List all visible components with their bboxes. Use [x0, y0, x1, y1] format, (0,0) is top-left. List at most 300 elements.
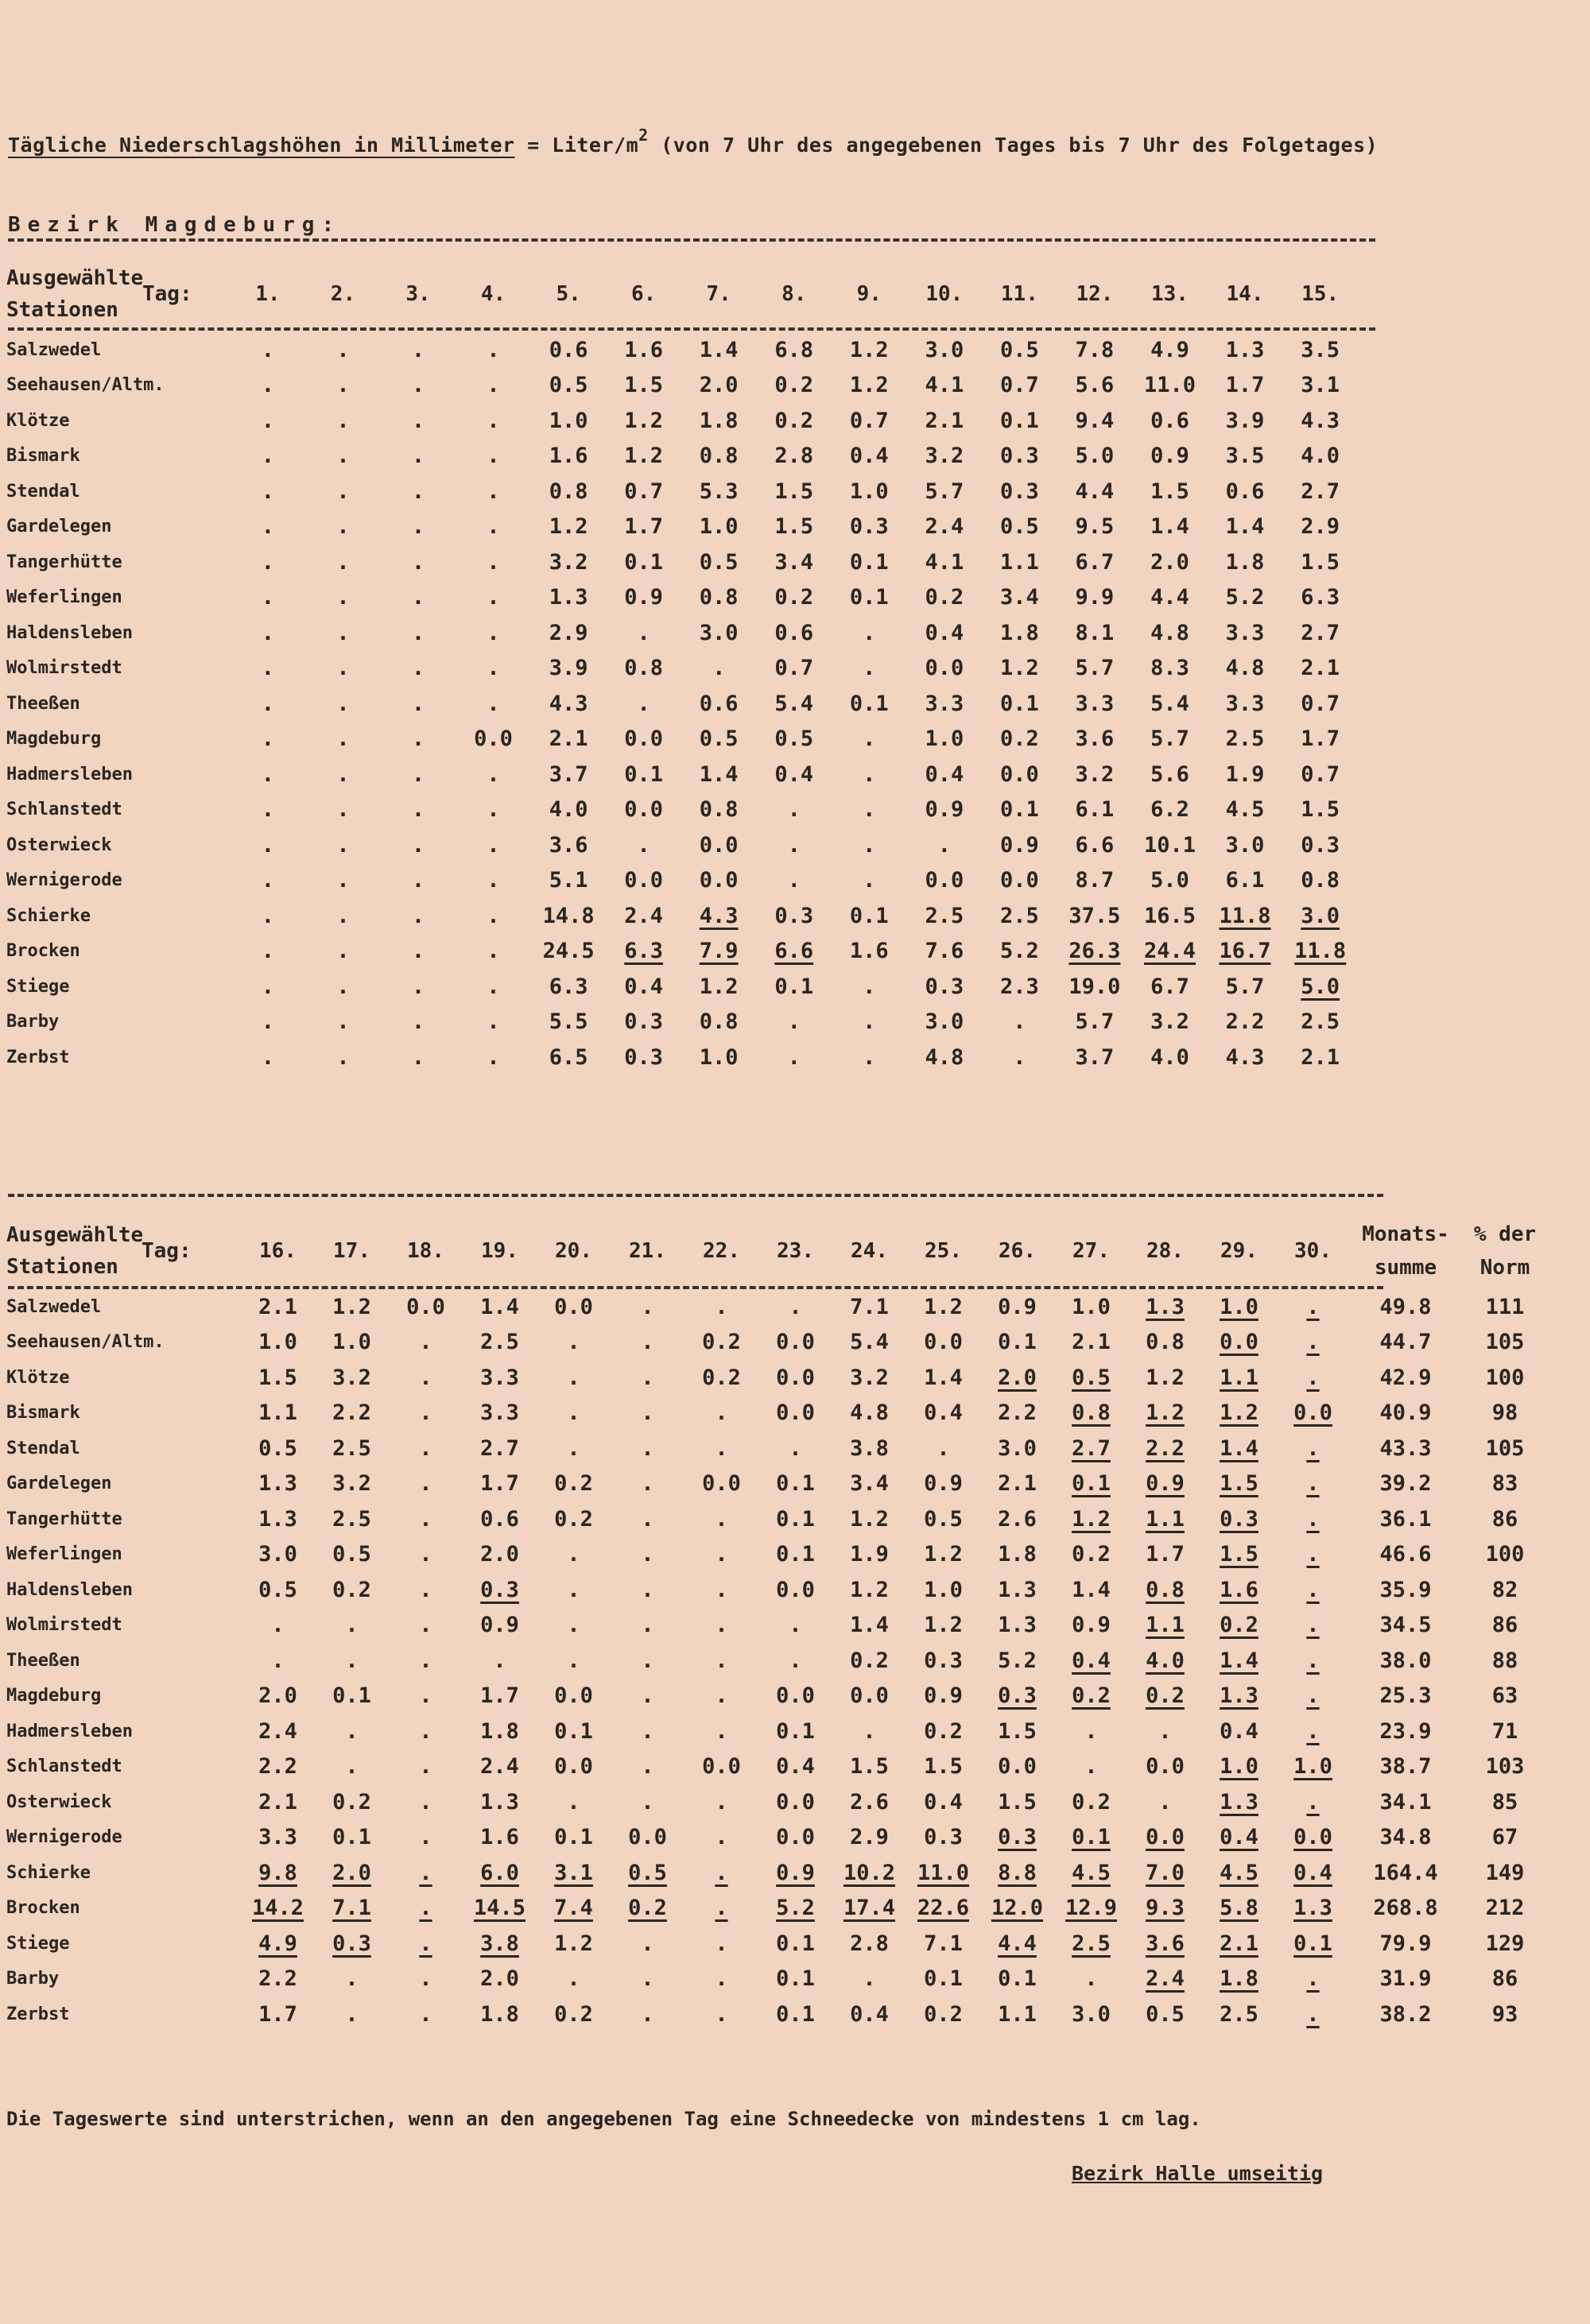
value-text: 1.4 [699, 761, 739, 787]
value-text: 0.4 [624, 974, 664, 999]
value-text: 2.7 [480, 1435, 519, 1461]
value-text: 1.0 [1072, 1294, 1111, 1319]
station-name: Tangerhütte [6, 552, 122, 572]
day-value [1057, 792, 1133, 828]
day-value [231, 898, 306, 934]
value-text: 6.8 [774, 337, 814, 362]
day-value [606, 863, 681, 899]
day-value [980, 1820, 1054, 1856]
day-value [611, 1431, 684, 1466]
day-value [315, 1466, 389, 1502]
day-value [1202, 1926, 1276, 1962]
value-text: 3.4 [850, 1471, 889, 1497]
day-value [606, 615, 681, 651]
day-header: 5. [556, 282, 581, 306]
value-text: 2.5 [1072, 1931, 1111, 1956]
day-value [389, 1396, 463, 1431]
day-value [756, 332, 832, 368]
day-value [684, 1537, 758, 1573]
day-value [315, 1501, 389, 1537]
day-value [381, 509, 456, 545]
day-value [684, 1679, 758, 1714]
value-text: 0.1 [849, 691, 889, 716]
day-value [758, 1360, 832, 1396]
value-text: 1.2 [1072, 1506, 1111, 1532]
day-value [982, 863, 1057, 899]
percent-of-norm: 85 [1491, 1789, 1518, 1815]
day-value [832, 792, 907, 828]
value-text: 3.2 [332, 1471, 371, 1497]
day-value [305, 651, 381, 687]
value-text: 1.2 [849, 337, 889, 362]
value-text: 2.8 [774, 443, 814, 469]
day-value [1202, 1325, 1276, 1361]
day-value [606, 580, 681, 616]
day-value [463, 1289, 537, 1325]
value-text: 3.6 [549, 832, 588, 858]
day-value [381, 863, 456, 899]
day-value [756, 615, 832, 651]
day-value [1202, 1643, 1276, 1679]
day-value [537, 1962, 611, 1997]
value-text: 0.9 [624, 585, 664, 610]
day-value [531, 1005, 607, 1040]
value-text: . [411, 514, 425, 540]
day-value [982, 757, 1057, 792]
value-text: . [336, 620, 350, 645]
value-text: 1.5 [850, 1754, 889, 1780]
value-text: . [715, 1435, 728, 1461]
value-text: . [419, 1400, 432, 1426]
day-value [241, 1820, 315, 1856]
day-value [758, 1431, 832, 1466]
day-value [832, 1501, 906, 1537]
value-text: . [261, 974, 275, 999]
value-text: . [715, 1931, 728, 1956]
day-value [1208, 439, 1283, 474]
value-text: . [336, 408, 350, 433]
value-text: 0.0 [776, 1365, 815, 1390]
value-text: 0.3 [774, 903, 814, 928]
day-value [1276, 1501, 1350, 1537]
day-value [1054, 1501, 1128, 1537]
value-text: 5.5 [549, 1009, 588, 1035]
value-text: 1.8 [480, 2001, 519, 2027]
day-value [537, 1926, 611, 1962]
day-value [681, 827, 757, 863]
value-text: 14.2 [251, 1896, 304, 1921]
day-value [1276, 1396, 1350, 1431]
value-text: . [1084, 1754, 1098, 1780]
day-value [389, 1466, 463, 1502]
table-row [6, 1714, 1549, 1749]
day-header: 27. [1072, 1239, 1110, 1263]
day-value [980, 1466, 1054, 1502]
value-text: . [336, 832, 350, 858]
value-text: 2.0 [998, 1365, 1037, 1390]
day-value [832, 1608, 906, 1644]
day-label-2: Tag: [142, 1239, 192, 1263]
value-text: . [863, 868, 876, 893]
value-text: 3.8 [850, 1435, 889, 1461]
value-text: 5.7 [925, 478, 964, 504]
table-row [6, 1431, 1549, 1466]
stations-header: Ausgewählte Stationen [6, 266, 144, 322]
station-name: Klötze [6, 410, 70, 431]
value-text: 3.9 [549, 656, 588, 681]
value-text: . [345, 2001, 359, 2027]
value-text: 4.5 [1072, 1860, 1111, 1885]
table-row [6, 1679, 1549, 1714]
day-value [832, 1926, 906, 1962]
value-text: 24.5 [542, 939, 595, 964]
day-value [537, 1396, 611, 1431]
value-text: . [641, 1294, 654, 1319]
day-value [389, 1749, 463, 1785]
day-value [1128, 1501, 1202, 1537]
value-text: 0.4 [1220, 1718, 1258, 1744]
value-text: . [637, 620, 650, 645]
value-text: . [411, 620, 425, 645]
day-value [231, 332, 306, 368]
value-text: . [411, 761, 425, 787]
value-text: 5.7 [1075, 656, 1115, 681]
day-value [832, 651, 907, 687]
value-text: . [641, 1577, 654, 1602]
value-text: . [641, 1718, 654, 1744]
monthly-sum: 36.1 [1379, 1506, 1432, 1532]
day-value [982, 439, 1057, 474]
day-value [231, 368, 306, 404]
day-value [537, 1431, 611, 1466]
day-value [305, 580, 381, 616]
value-text: 0.0 [776, 1330, 815, 1355]
value-text: 2.1 [998, 1471, 1037, 1497]
value-text: . [419, 1860, 432, 1885]
day-value [1132, 722, 1208, 757]
day-value [832, 686, 907, 722]
value-text: . [641, 1789, 654, 1815]
value-text: . [487, 408, 500, 433]
day-value [684, 1431, 758, 1466]
day-value [756, 1005, 832, 1040]
day-value [381, 544, 456, 580]
day-value [315, 1679, 389, 1714]
day-value [1202, 1501, 1276, 1537]
value-text: . [419, 1577, 432, 1602]
monthly-sum: 79.9 [1379, 1931, 1432, 1956]
day-value [681, 1005, 757, 1040]
value-text: 1.0 [1220, 1754, 1258, 1780]
value-text: 1.4 [1225, 514, 1265, 540]
value-text: . [419, 1825, 432, 1850]
value-text: 1.4 [924, 1365, 963, 1390]
day-header: 25. [925, 1239, 962, 1263]
day-value [531, 757, 607, 792]
day-value [456, 1005, 531, 1040]
day-value [982, 368, 1057, 404]
station-name: Schlanstedt [6, 800, 122, 820]
day-value [1054, 1714, 1128, 1749]
day-value [611, 1396, 684, 1431]
value-text: 11.0 [917, 1860, 970, 1885]
value-text: 0.2 [850, 1648, 889, 1673]
value-text: . [411, 549, 425, 575]
table-row [6, 898, 1358, 934]
day-value [456, 580, 531, 616]
day-value [537, 1855, 611, 1891]
day-value [1128, 1608, 1202, 1644]
value-text: 1.3 [1225, 337, 1265, 362]
value-text: 0.6 [480, 1506, 519, 1532]
value-text: 4.3 [699, 903, 739, 928]
value-text: 1.0 [549, 408, 588, 433]
day-value [241, 1537, 315, 1573]
value-text: . [787, 1044, 801, 1070]
value-text: 0.2 [554, 2001, 593, 2027]
day-value [389, 1289, 463, 1325]
value-text: . [336, 549, 350, 575]
value-text: 3.2 [1075, 761, 1115, 787]
day-value [315, 1714, 389, 1749]
day-value [1128, 1714, 1202, 1749]
day-value [758, 1926, 832, 1962]
day-value [906, 1784, 980, 1820]
day-value [684, 1784, 758, 1820]
day-value [756, 757, 832, 792]
day-value [1128, 1891, 1202, 1927]
day-value [1276, 1997, 1350, 2032]
value-text: 0.0 [624, 726, 664, 752]
value-text: . [1306, 2001, 1320, 2027]
day-value [315, 1396, 389, 1431]
station-name: Haldensleben [6, 1579, 133, 1600]
day-value [381, 686, 456, 722]
value-text: 1.8 [1225, 549, 1265, 575]
day-value [381, 898, 456, 934]
station-name: Haldensleben [6, 622, 133, 643]
value-text: 1.1 [999, 549, 1039, 575]
day-value [611, 1325, 684, 1361]
station-name: Zerbst [6, 2004, 70, 2024]
value-text: 1.2 [549, 514, 588, 540]
day-value [758, 1997, 832, 2032]
value-text: 3.3 [480, 1365, 519, 1390]
day-value [389, 1325, 463, 1361]
value-text: 4.1 [925, 549, 964, 575]
day-value [1282, 580, 1358, 616]
day-value [305, 898, 381, 934]
value-text: . [336, 656, 350, 681]
value-text: 3.2 [549, 549, 588, 575]
day-value [456, 439, 531, 474]
value-text: 1.6 [624, 337, 664, 362]
day-value [606, 651, 681, 687]
value-text: 1.2 [849, 373, 889, 398]
day-value [305, 368, 381, 404]
monthly-sum-header [1350, 1213, 1461, 1289]
value-text: . [336, 903, 350, 928]
day-value [907, 368, 983, 404]
day-value [606, 757, 681, 792]
monthly-sum: 44.7 [1379, 1330, 1432, 1355]
day-value [1057, 332, 1133, 368]
value-text: 11.8 [1294, 939, 1347, 964]
value-text: 1.1 [998, 2001, 1037, 2027]
monthly-sum-header-line2: summe [1374, 1256, 1437, 1280]
value-text: 0.2 [1072, 1789, 1111, 1815]
value-text: 0.9 [480, 1613, 519, 1638]
day-value [1054, 1997, 1128, 2032]
day-value [1128, 1926, 1202, 1962]
value-text: . [336, 939, 350, 964]
value-text: . [715, 1648, 728, 1673]
day-value [684, 1396, 758, 1431]
value-text: 0.1 [624, 549, 664, 575]
value-text: 5.2 [1225, 585, 1265, 610]
value-text: 2.0 [480, 1542, 519, 1567]
day-value [463, 1891, 537, 1927]
day-value [531, 403, 607, 439]
value-text: 1.1 [1146, 1506, 1185, 1532]
day-value [606, 474, 681, 509]
value-text: . [715, 1400, 728, 1426]
day-value [1057, 580, 1133, 616]
value-text: 0.2 [554, 1506, 593, 1532]
day-value [1208, 615, 1283, 651]
value-text: . [787, 1009, 801, 1035]
monthly-sum: 25.3 [1379, 1683, 1432, 1709]
value-text: 0.1 [998, 1966, 1037, 1992]
value-text: 0.5 [999, 514, 1039, 540]
day-value [315, 1855, 389, 1891]
day-value [389, 1962, 463, 1997]
day-value [1282, 898, 1358, 934]
day-header: 11. [1000, 282, 1038, 306]
day-value [1054, 1891, 1128, 1927]
value-text: 0.0 [699, 868, 739, 893]
day-value [907, 934, 983, 970]
value-text: . [715, 1506, 728, 1532]
value-text: 1.2 [999, 656, 1039, 681]
value-text: 0.4 [850, 2001, 889, 2027]
day-value [315, 1784, 389, 1820]
value-text: . [789, 1435, 802, 1461]
day-value [758, 1962, 832, 1997]
value-text: 2.2 [1146, 1435, 1185, 1461]
value-text: . [419, 1471, 432, 1497]
value-text: 3.4 [999, 585, 1039, 610]
value-text: . [411, 478, 425, 504]
value-text: 1.7 [480, 1471, 519, 1497]
day-value [537, 1643, 611, 1679]
value-text: 0.8 [1146, 1577, 1185, 1602]
day-value [381, 439, 456, 474]
day-value [315, 1608, 389, 1644]
day-value [1276, 1749, 1350, 1785]
day-value [982, 332, 1057, 368]
day-header: 24. [851, 1239, 888, 1263]
value-text: . [345, 1613, 359, 1638]
value-text: 0.0 [776, 1577, 815, 1602]
value-text: 1.5 [1220, 1471, 1258, 1497]
day-value [832, 403, 907, 439]
value-text: . [1306, 1471, 1320, 1497]
day-value [1054, 1325, 1128, 1361]
value-text: 0.0 [624, 868, 664, 893]
monthly-sum: 35.9 [1379, 1577, 1432, 1602]
day-value [832, 1749, 906, 1785]
day-header: 9. [856, 282, 882, 306]
value-text: 1.0 [924, 1577, 963, 1602]
value-text: 5.8 [1220, 1896, 1258, 1921]
table-row [6, 1289, 1549, 1325]
day-value [681, 686, 757, 722]
value-text: 5.2 [776, 1896, 815, 1921]
value-text: 0.0 [628, 1825, 667, 1850]
day-value [684, 1714, 758, 1749]
station-name: Gardelegen [6, 1474, 112, 1494]
day-value [980, 1537, 1054, 1573]
value-text: . [487, 337, 500, 362]
value-text: . [419, 1966, 432, 1992]
day-value [305, 827, 381, 863]
table-row [6, 1040, 1358, 1075]
value-text: 0.7 [1301, 761, 1340, 787]
day-value [832, 827, 907, 863]
day-value [832, 615, 907, 651]
day-value [1282, 969, 1358, 1005]
day-value [456, 651, 531, 687]
value-text: 0.0 [999, 868, 1039, 893]
day-value [305, 332, 381, 368]
day-value [982, 686, 1057, 722]
value-text: . [411, 1044, 425, 1070]
day-value [1208, 934, 1283, 970]
value-text: 0.7 [624, 478, 664, 504]
table-row [6, 1855, 1549, 1891]
day-value [305, 439, 381, 474]
day-value [1276, 1714, 1350, 1749]
table-row [6, 1325, 1549, 1361]
value-text: 2.7 [1072, 1435, 1111, 1461]
value-text: . [336, 691, 350, 716]
value-text: . [1306, 1966, 1320, 1992]
day-value [1132, 792, 1208, 828]
value-text: 0.0 [776, 1825, 815, 1850]
table-row [6, 1926, 1549, 1962]
day-value [315, 1997, 389, 2032]
table-row [6, 1396, 1549, 1431]
day-value [907, 863, 983, 899]
value-text: . [567, 1966, 580, 1992]
station-name: Barby [6, 1012, 60, 1032]
day-value [606, 1005, 681, 1040]
table-row [6, 1501, 1549, 1537]
value-text: . [345, 1966, 359, 1992]
day-value [906, 1431, 980, 1466]
station-name: Tangerhütte [6, 1509, 122, 1529]
value-text: . [863, 761, 876, 787]
day-value [1057, 368, 1133, 404]
day-value [537, 1466, 611, 1502]
value-text: . [261, 337, 275, 362]
value-text: 3.0 [925, 337, 964, 362]
day-value [1208, 792, 1283, 828]
day-value [1057, 403, 1133, 439]
value-text: 4.0 [549, 797, 588, 823]
day-value [305, 1005, 381, 1040]
